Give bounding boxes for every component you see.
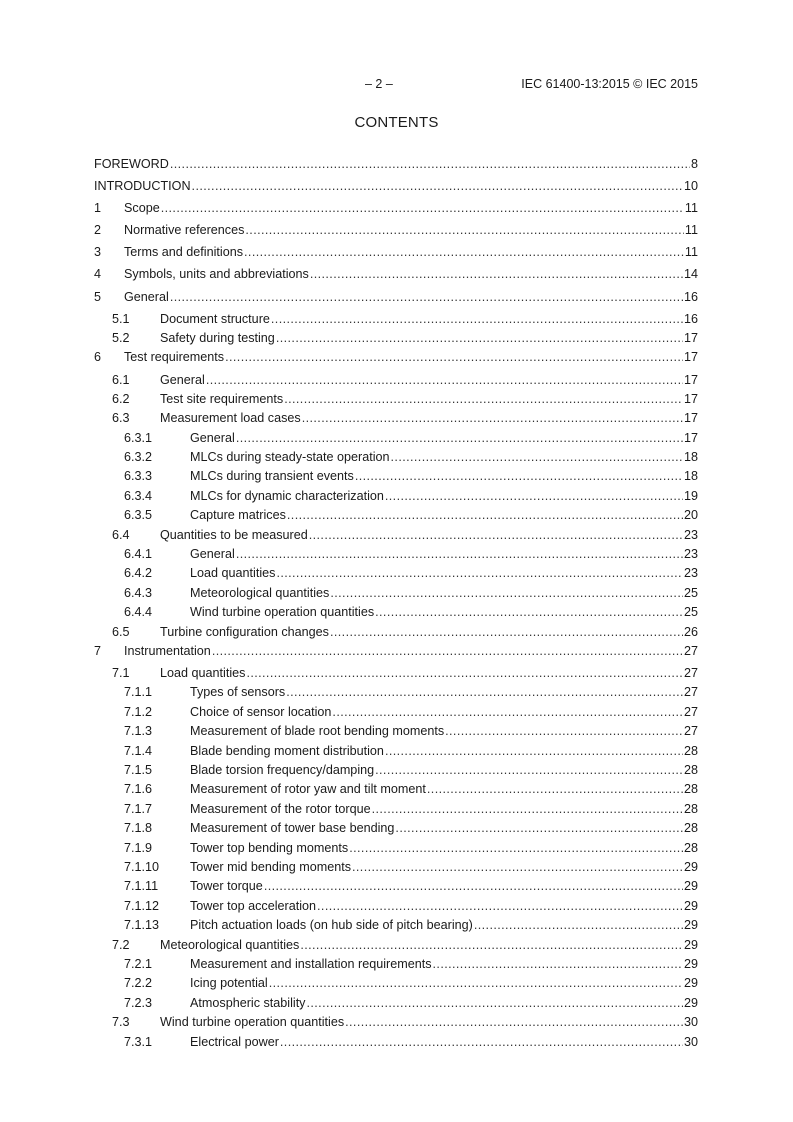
toc-entry-number: 6.4.3 bbox=[124, 585, 153, 600]
toc-entry-page: 20 bbox=[683, 508, 698, 523]
toc-entry-number: 7.2.1 bbox=[124, 956, 153, 971]
toc-entry-page: 8 bbox=[690, 157, 698, 171]
toc-entry[interactable] bbox=[94, 223, 698, 245]
toc-entry-title: Instrumentation bbox=[124, 644, 211, 658]
toc-entry[interactable] bbox=[94, 860, 698, 879]
toc-entry[interactable] bbox=[94, 666, 698, 685]
dot-leader bbox=[345, 1015, 683, 1029]
page-title: CONTENTS bbox=[354, 114, 439, 131]
toc-entry-title: Atmospheric stability bbox=[190, 995, 306, 1010]
toc-entry-number: 7.1.4 bbox=[124, 743, 153, 758]
toc-entry-number: 7.1.12 bbox=[124, 898, 160, 913]
toc-entry[interactable] bbox=[94, 392, 698, 411]
dot-leader bbox=[330, 625, 683, 639]
toc-entry[interactable] bbox=[94, 705, 698, 724]
toc-entry-number: 6.3.2 bbox=[124, 450, 153, 465]
toc-entry-title: Blade bending moment distribution bbox=[190, 743, 384, 758]
dot-leader bbox=[433, 957, 683, 971]
toc-entry-number: 7.1.6 bbox=[124, 782, 153, 797]
dot-leader bbox=[170, 157, 690, 171]
dot-leader bbox=[206, 373, 683, 387]
toc-entry-title: Measurement of the rotor torque bbox=[190, 801, 371, 816]
toc-entry-title: Blade torsion frequency/damping bbox=[190, 763, 375, 778]
toc-entry-page: 28 bbox=[683, 840, 698, 855]
toc-entry-title: MLCs during steady-state operation bbox=[190, 450, 390, 465]
toc-entry-title: Capture matrices bbox=[190, 508, 286, 523]
toc-entry-number: 3 bbox=[94, 245, 102, 260]
toc-entry-title: Meteorological quantities bbox=[160, 937, 300, 952]
dot-leader bbox=[375, 605, 683, 619]
dot-leader bbox=[236, 431, 683, 445]
toc-entry-number: 6.4.2 bbox=[124, 566, 153, 581]
dot-leader bbox=[372, 802, 683, 816]
toc-entry-title: MLCs for dynamic characterization bbox=[190, 488, 384, 503]
toc-entry-page: 19 bbox=[683, 488, 698, 503]
toc-entry-number: 6.1 bbox=[112, 372, 130, 387]
toc-entry[interactable] bbox=[94, 331, 698, 350]
toc-entry[interactable] bbox=[94, 267, 698, 289]
toc-entry-page: 29 bbox=[683, 956, 698, 971]
toc-entry-page: 27 bbox=[683, 666, 698, 681]
dot-leader bbox=[287, 508, 683, 522]
toc-entry-title: Measurement of rotor yaw and tilt moment bbox=[190, 782, 426, 797]
dot-leader bbox=[236, 547, 683, 561]
toc-entry-number: 7.1.13 bbox=[124, 918, 160, 933]
toc-entry-number: 6.2 bbox=[112, 391, 130, 406]
toc-entry[interactable] bbox=[94, 290, 698, 312]
toc-entry-page: 17 bbox=[683, 391, 698, 406]
toc-entry-page: 29 bbox=[683, 918, 698, 933]
toc-entry-title: Pitch actuation loads (on hub side of pitch bearing) bbox=[190, 918, 473, 933]
toc-entry[interactable] bbox=[94, 724, 698, 743]
toc-entry[interactable] bbox=[94, 489, 698, 508]
dot-leader bbox=[309, 528, 683, 542]
toc-entry-title: Icing potential bbox=[190, 976, 268, 991]
toc-entry[interactable] bbox=[94, 245, 698, 267]
toc-entry-number: 7.1.5 bbox=[124, 763, 153, 778]
toc-entry[interactable] bbox=[94, 201, 698, 223]
toc-entry-title: General bbox=[124, 289, 169, 304]
toc-entry-number: 4 bbox=[94, 267, 102, 282]
toc-entry-number: 6.3.4 bbox=[124, 488, 153, 503]
table-of-contents bbox=[94, 157, 698, 1054]
toc-entry[interactable] bbox=[94, 312, 698, 331]
toc-entry-number: 7.2.2 bbox=[124, 976, 153, 991]
dot-leader bbox=[276, 331, 683, 345]
dot-leader bbox=[474, 918, 683, 932]
document-id: IEC 61400-13:2015 © IEC 2015 bbox=[521, 77, 698, 91]
toc-entry[interactable] bbox=[94, 957, 698, 976]
toc-entry-page: 27 bbox=[683, 644, 698, 658]
toc-entry-number: 7.3.1 bbox=[124, 1034, 153, 1049]
dot-leader bbox=[330, 586, 683, 600]
toc-entry-page: 28 bbox=[683, 743, 698, 758]
toc-entry-title: Normative references bbox=[124, 223, 245, 238]
toc-entry[interactable] bbox=[94, 802, 698, 821]
dot-leader bbox=[225, 350, 683, 364]
dot-leader bbox=[212, 644, 683, 658]
dot-leader bbox=[385, 489, 683, 503]
toc-entry-title: Electrical power bbox=[190, 1034, 279, 1049]
toc-entry-number: 7.1 bbox=[112, 666, 130, 681]
dot-leader bbox=[300, 938, 683, 952]
dot-leader bbox=[244, 245, 684, 259]
dot-leader bbox=[170, 290, 683, 304]
toc-entry-title: FOREWORD bbox=[94, 157, 169, 171]
dot-leader bbox=[245, 223, 684, 237]
dot-leader bbox=[271, 312, 683, 326]
toc-entry-title: Test requirements bbox=[124, 350, 225, 365]
toc-entry-title: Tower mid bending moments bbox=[190, 860, 351, 874]
toc-entry-title: Quantities to be measured bbox=[160, 527, 308, 542]
toc-entry-title: Tower top acceleration bbox=[190, 898, 317, 913]
toc-entry-title: Terms and definitions bbox=[124, 245, 244, 260]
toc-entry-page: 29 bbox=[683, 976, 698, 991]
toc-entry[interactable] bbox=[94, 157, 698, 179]
dot-leader bbox=[349, 841, 683, 855]
toc-entry[interactable] bbox=[94, 763, 698, 782]
page-number: – 2 – bbox=[365, 77, 393, 91]
toc-entry-number: 7.1.2 bbox=[124, 704, 153, 719]
toc-entry[interactable] bbox=[94, 744, 698, 763]
toc-entry-page: 28 bbox=[683, 821, 698, 836]
dot-leader bbox=[352, 860, 683, 874]
toc-entry-page: 17 bbox=[683, 430, 698, 445]
toc-entry-title: General bbox=[190, 547, 235, 562]
toc-entry-page: 10 bbox=[683, 179, 698, 194]
toc-entry-page: 11 bbox=[684, 223, 698, 238]
toc-entry-title: Document structure bbox=[160, 311, 270, 326]
toc-entry-title: MLCs during transient events bbox=[190, 469, 354, 484]
toc-entry-page: 17 bbox=[683, 331, 698, 346]
toc-entry-title: Choice of sensor location bbox=[190, 704, 332, 719]
toc-entry[interactable] bbox=[94, 821, 698, 840]
toc-entry-number: 6.5 bbox=[112, 624, 130, 639]
toc-entry-number: 5.1 bbox=[112, 311, 130, 326]
toc-entry-page: 23 bbox=[683, 547, 698, 562]
dot-leader bbox=[395, 821, 683, 835]
dot-leader bbox=[310, 267, 683, 281]
toc-entry-page: 29 bbox=[683, 937, 698, 952]
toc-entry-page: 11 bbox=[684, 245, 698, 260]
toc-entry-page: 23 bbox=[683, 527, 698, 542]
toc-entry[interactable] bbox=[94, 644, 698, 666]
toc-entry-number: 6.3.1 bbox=[124, 430, 153, 445]
toc-entry-title: Tower torque bbox=[190, 879, 263, 894]
toc-entry-number: 2 bbox=[94, 223, 102, 238]
dot-leader bbox=[264, 879, 683, 893]
dot-leader bbox=[375, 763, 683, 777]
toc-entry-title: Tower top bending moments bbox=[190, 840, 349, 855]
toc-entry-page: 30 bbox=[683, 1034, 698, 1049]
toc-entry-number: 6.3 bbox=[112, 411, 130, 426]
toc-entry[interactable] bbox=[94, 841, 698, 860]
toc-entry-page: 29 bbox=[683, 879, 698, 894]
toc-entry-title: INTRODUCTION bbox=[94, 179, 191, 194]
toc-entry-title: Safety during testing bbox=[160, 331, 275, 346]
dot-leader bbox=[355, 469, 683, 483]
toc-entry-number: 7.2.3 bbox=[124, 995, 153, 1010]
toc-entry-title: Load quantities bbox=[190, 566, 276, 581]
toc-entry-page: 14 bbox=[683, 267, 698, 282]
toc-entry-title: Measurement load cases bbox=[160, 411, 301, 426]
toc-entry-page: 18 bbox=[683, 450, 698, 465]
toc-entry-title: Measurement and installation requirements bbox=[190, 956, 432, 971]
toc-entry[interactable] bbox=[94, 411, 698, 430]
page-header bbox=[94, 77, 698, 93]
toc-entry-number: 5.2 bbox=[112, 331, 130, 346]
toc-entry[interactable] bbox=[94, 879, 698, 898]
toc-entry[interactable] bbox=[94, 528, 698, 547]
toc-entry-number: 7.1.8 bbox=[124, 821, 153, 836]
toc-entry-page: 28 bbox=[683, 782, 698, 797]
dot-leader bbox=[192, 179, 683, 193]
dot-leader bbox=[286, 685, 683, 699]
toc-entry-number: 7.1.10 bbox=[124, 860, 160, 874]
toc-entry-page: 27 bbox=[683, 724, 698, 739]
toc-entry-page: 17 bbox=[683, 372, 698, 387]
toc-entry[interactable] bbox=[94, 996, 698, 1015]
toc-entry-title: Test site requirements bbox=[160, 391, 284, 406]
toc-entry-page: 29 bbox=[683, 995, 698, 1010]
toc-entry-title: Turbine configuration changes bbox=[160, 624, 329, 639]
dot-leader bbox=[284, 392, 683, 406]
toc-entry-page: 29 bbox=[683, 860, 698, 874]
dot-leader bbox=[276, 566, 683, 580]
toc-entry[interactable] bbox=[94, 782, 698, 801]
toc-entry-page: 25 bbox=[683, 585, 698, 600]
dot-leader bbox=[445, 724, 683, 738]
toc-entry[interactable] bbox=[94, 469, 698, 488]
toc-entry-page: 27 bbox=[683, 685, 698, 700]
toc-entry-number: 6.3.5 bbox=[124, 508, 153, 523]
dot-leader bbox=[280, 1035, 683, 1049]
toc-entry-number: 6 bbox=[94, 350, 102, 365]
toc-entry-page: 17 bbox=[683, 411, 698, 426]
toc-entry-title: Load quantities bbox=[160, 666, 246, 681]
toc-entry[interactable] bbox=[94, 605, 698, 624]
dot-leader bbox=[269, 976, 683, 990]
toc-entry-title: General bbox=[160, 372, 205, 387]
toc-entry[interactable] bbox=[94, 431, 698, 450]
toc-entry-page: 16 bbox=[683, 311, 698, 326]
toc-entry-page: 23 bbox=[683, 566, 698, 581]
toc-entry[interactable] bbox=[94, 586, 698, 605]
toc-entry-number: 7.1.3 bbox=[124, 724, 153, 739]
toc-entry-number: 7.1.7 bbox=[124, 801, 153, 816]
toc-entry-page: 11 bbox=[684, 201, 698, 216]
toc-entry[interactable] bbox=[94, 566, 698, 585]
toc-entry-page: 26 bbox=[683, 624, 698, 639]
toc-entry-number: 7.1.11 bbox=[124, 879, 159, 894]
toc-entry-page: 16 bbox=[683, 289, 698, 304]
toc-entry[interactable] bbox=[94, 179, 698, 201]
dot-leader bbox=[427, 782, 683, 796]
toc-entry-number: 7 bbox=[94, 644, 102, 658]
toc-entry-page: 27 bbox=[683, 704, 698, 719]
dot-leader bbox=[317, 899, 683, 913]
toc-entry-number: 7.1.1 bbox=[124, 685, 153, 700]
dot-leader bbox=[385, 744, 683, 758]
toc-entry[interactable] bbox=[94, 373, 698, 392]
toc-entry-number: 6.3.3 bbox=[124, 469, 153, 484]
toc-entry[interactable] bbox=[94, 918, 698, 937]
dot-leader bbox=[332, 705, 683, 719]
toc-entry-number: 1 bbox=[94, 201, 102, 216]
toc-entry-title: Scope bbox=[124, 201, 160, 216]
toc-entry[interactable] bbox=[94, 547, 698, 566]
dot-leader bbox=[306, 996, 683, 1010]
toc-entry-title: Wind turbine operation quantities bbox=[160, 1015, 345, 1030]
toc-entry-title: Meteorological quantities bbox=[190, 585, 330, 600]
toc-entry-page: 18 bbox=[683, 469, 698, 484]
toc-entry-title: Symbols, units and abbreviations bbox=[124, 267, 309, 282]
toc-entry[interactable] bbox=[94, 685, 698, 704]
toc-entry-title: General bbox=[190, 430, 235, 445]
toc-entry-title: Measurement of blade root bending moments bbox=[190, 724, 445, 739]
toc-entry[interactable] bbox=[94, 625, 698, 644]
toc-entry-number: 7.2 bbox=[112, 937, 130, 952]
dot-leader bbox=[161, 201, 684, 215]
toc-entry-page: 30 bbox=[683, 1015, 698, 1030]
toc-entry[interactable] bbox=[94, 899, 698, 918]
toc-entry-title: Measurement of tower base bending bbox=[190, 821, 395, 836]
toc-entry[interactable] bbox=[94, 1035, 698, 1054]
toc-entry-page: 28 bbox=[683, 801, 698, 816]
toc-entry-number: 7.3 bbox=[112, 1015, 130, 1030]
toc-entry[interactable] bbox=[94, 976, 698, 995]
toc-entry[interactable] bbox=[94, 938, 698, 957]
toc-entry-number: 6.4.4 bbox=[124, 605, 153, 620]
toc-entry-number: 5 bbox=[94, 289, 102, 304]
toc-entry-title: Wind turbine operation quantities bbox=[190, 605, 375, 620]
toc-entry-number: 6.4.1 bbox=[124, 547, 153, 562]
toc-entry[interactable] bbox=[94, 450, 698, 469]
toc-entry-page: 25 bbox=[683, 605, 698, 620]
toc-entry[interactable] bbox=[94, 1015, 698, 1034]
toc-entry-page: 29 bbox=[683, 898, 698, 913]
toc-entry-number: 7.1.9 bbox=[124, 840, 153, 855]
toc-entry[interactable] bbox=[94, 508, 698, 527]
dot-leader bbox=[391, 450, 683, 464]
dot-leader bbox=[302, 411, 683, 425]
toc-entry-title: Types of sensors bbox=[190, 685, 286, 700]
toc-entry-page: 28 bbox=[683, 763, 698, 778]
toc-entry[interactable] bbox=[94, 350, 698, 372]
toc-entry-number: 6.4 bbox=[112, 527, 130, 542]
dot-leader bbox=[246, 666, 683, 680]
toc-entry-page: 17 bbox=[683, 350, 698, 365]
